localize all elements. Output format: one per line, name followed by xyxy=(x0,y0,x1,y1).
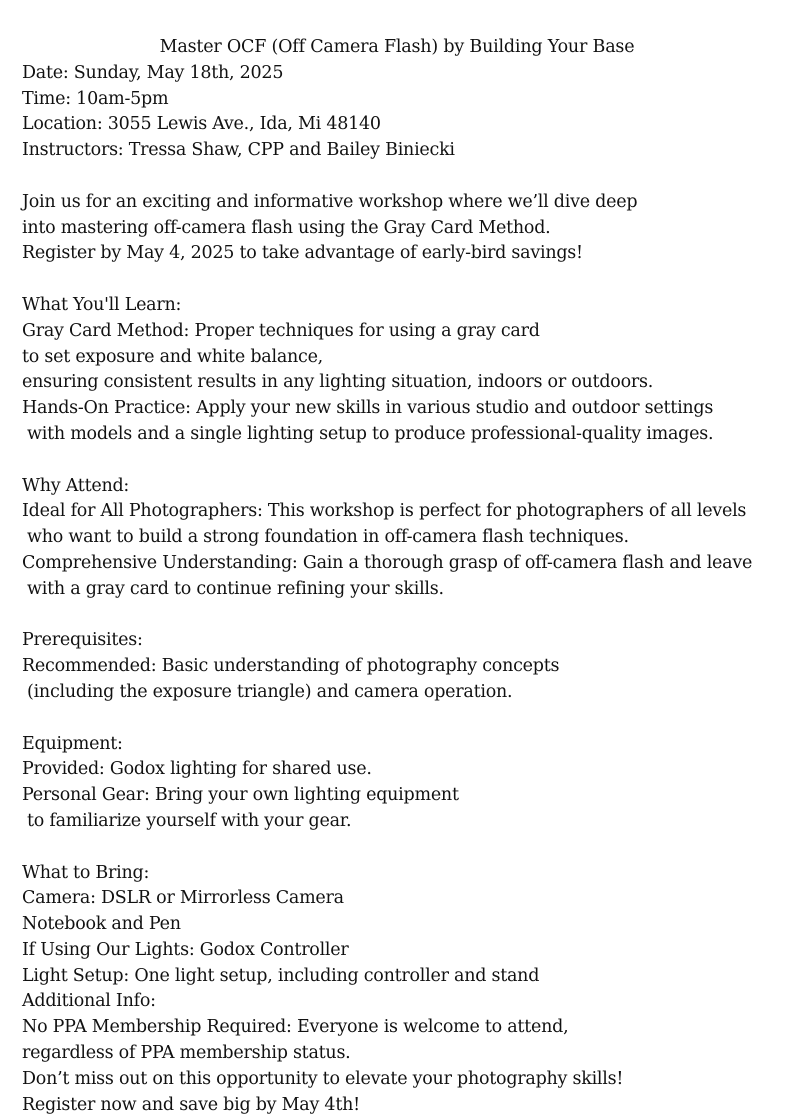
section-line: regardless of PPA membership status. xyxy=(22,1043,351,1064)
section-line: with models and a single lighting setup to produce professional-quality images. xyxy=(27,423,714,444)
spacer xyxy=(22,603,792,629)
spacer xyxy=(22,706,792,732)
event-date: Date: Sunday, May 18th, 2025 xyxy=(22,62,284,83)
bring-section xyxy=(22,861,792,1119)
event-time: Time: 10am-5pm xyxy=(22,88,169,109)
section-line: Gray Card Method: Proper techniques for using a gray card xyxy=(22,320,540,341)
prerequisites-section xyxy=(22,628,792,705)
section-heading: Prerequisites: xyxy=(22,630,143,651)
section-line: Register now and save big by May 4th! xyxy=(22,1094,360,1115)
section-line: Notebook and Pen xyxy=(22,914,181,935)
section-line: No PPA Membership Required: Everyone is welcome to attend, xyxy=(22,1017,569,1038)
workshop-flyer xyxy=(22,35,792,1118)
section-line: with a gray card to continue refining your skills. xyxy=(27,578,444,599)
section-line: Additional Info: xyxy=(22,991,156,1012)
spacer xyxy=(22,448,792,474)
section-heading: Equipment: xyxy=(22,733,123,754)
document-title: Master OCF (Off Camera Flash) by Building Your Base xyxy=(159,37,635,57)
section-line: Ideal for All Photographers: This workshop is perfect for photographers of all levels xyxy=(22,501,747,522)
section-line: Hands-On Practice: Apply your new skills in various studio and outdoor settings xyxy=(22,398,714,419)
equipment-section xyxy=(22,732,792,835)
section-line: Don’t miss out on this opportunity to elevate your photography skills! xyxy=(22,1068,624,1089)
section-line: who want to build a strong foundation in off-camera flash techniques. xyxy=(27,527,629,548)
section-line: Light Setup: One light setup, including controller and stand xyxy=(22,965,540,986)
spacer xyxy=(22,267,792,293)
section-line: Comprehensive Understanding: Gain a thorough grasp of off-camera flash and leave xyxy=(22,552,753,573)
section-heading: What to Bring: xyxy=(22,862,150,883)
section-heading: What You'll Learn: xyxy=(22,294,182,315)
section-line: ensuring consistent results in any lighting situation, indoors or outdoors. xyxy=(22,372,654,393)
intro-line: into mastering off-camera flash using the Gray Card Method. xyxy=(22,217,551,238)
section-line: Camera: DSLR or Mirrorless Camera xyxy=(22,888,344,909)
intro-line: Register by May 4, 2025 to take advantage of early-bird savings! xyxy=(22,243,583,264)
spacer xyxy=(22,164,792,190)
event-location: Location: 3055 Lewis Ave., Ida, Mi 48140 xyxy=(22,114,381,135)
intro-paragraph xyxy=(22,190,792,267)
why-section xyxy=(22,474,792,603)
spacer xyxy=(22,835,792,861)
intro-line: Join us for an exciting and informative workshop where we’ll dive deep xyxy=(22,191,638,212)
section-line: Provided: Godox lighting for shared use. xyxy=(22,759,372,780)
section-line: Personal Gear: Bring your own lighting equipment xyxy=(22,785,459,806)
event-details xyxy=(22,61,792,164)
learn-section xyxy=(22,293,792,448)
section-heading: Why Attend: xyxy=(22,475,130,496)
section-line: If Using Our Lights: Godox Controller xyxy=(22,939,349,960)
event-instructors: Instructors: Tressa Shaw, CPP and Bailey Biniecki xyxy=(22,140,455,161)
section-line: to familiarize yourself with your gear. xyxy=(27,810,352,831)
section-line: to set exposure and white balance, xyxy=(22,346,323,367)
section-line: Recommended: Basic understanding of photography concepts xyxy=(22,656,560,677)
section-line: (including the exposure triangle) and camera operation. xyxy=(27,681,513,702)
